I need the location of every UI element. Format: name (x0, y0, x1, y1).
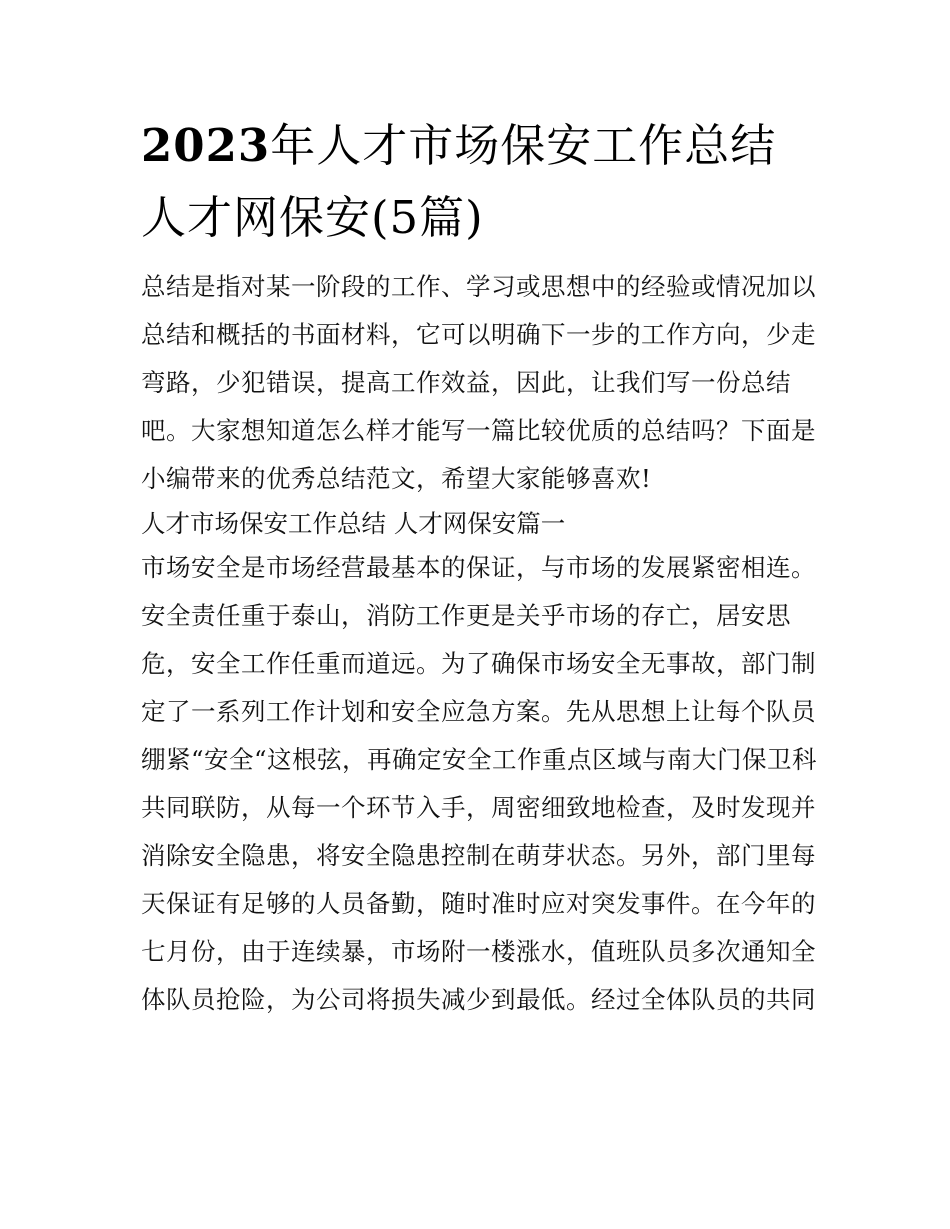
title-text: 人才网保安(5篇) (141, 191, 484, 244)
section-heading: 人才市场保安工作总结 人才网保安篇一 (141, 509, 566, 538)
paragraph-line: 弯路，少犯错误，提高工作效益，因此，让我们写一份总结 (141, 368, 791, 397)
paragraph-line: 体队员抢险，为公司将损失减少到最低。经过全体队员的共同 (141, 985, 816, 1014)
title-year: 2023 (141, 119, 271, 172)
paragraph-line: 吧。大家想知道怎么样才能写一篇比较优质的总结吗？下面是 (141, 416, 816, 445)
paragraph-line: 共同联防，从每一个环节入手，周密细致地检查，及时发现并 (141, 793, 816, 822)
document-title (141, 110, 813, 254)
paragraph-line: 总结和概括的书面材料，它可以明确下一步的工作方向，少走 (141, 320, 816, 349)
paragraph-line: 危，安全工作任重而道远。为了确保市场安全无事故，部门制 (141, 649, 816, 678)
paragraph-line: 绷紧“安全“这根弦，再确定安全工作重点区域与南大门保卫科 (141, 745, 818, 774)
paragraph-line: 消除安全隐患，将安全隐患控制在萌芽状态。另外，部门里每 (141, 841, 816, 870)
paragraph-line: 安全责任重于泰山，消防工作更是关乎市场的存亡，居安思 (141, 601, 791, 630)
paragraph-line: 天保证有足够的人员备勤，随时准时应对突发事件。在今年的 (141, 889, 816, 918)
section-paragraph (141, 544, 818, 1024)
document-page (141, 110, 818, 1024)
intro-paragraph (141, 263, 816, 503)
paragraph-line: 市场安全是市场经营最基本的保证，与市场的发展紧密相连。 (141, 553, 816, 582)
paragraph-line: 定了一系列工作计划和安全应急方案。先从思想上让每个队员 (141, 697, 816, 726)
paragraph-line: 七月份，由于连续暴，市场附一楼涨水，值班队员多次通知全 (141, 937, 816, 966)
title-line-1 (141, 110, 813, 182)
paragraph-line: 总结是指对某一阶段的工作、学习或思想中的经验或情况加以 (141, 272, 816, 301)
paragraph-line: 小编带来的优秀总结范文，希望大家能够喜欢! (141, 464, 652, 493)
title-text: 年人才市场保安工作总结 (270, 119, 777, 172)
title-line-2 (141, 182, 813, 254)
